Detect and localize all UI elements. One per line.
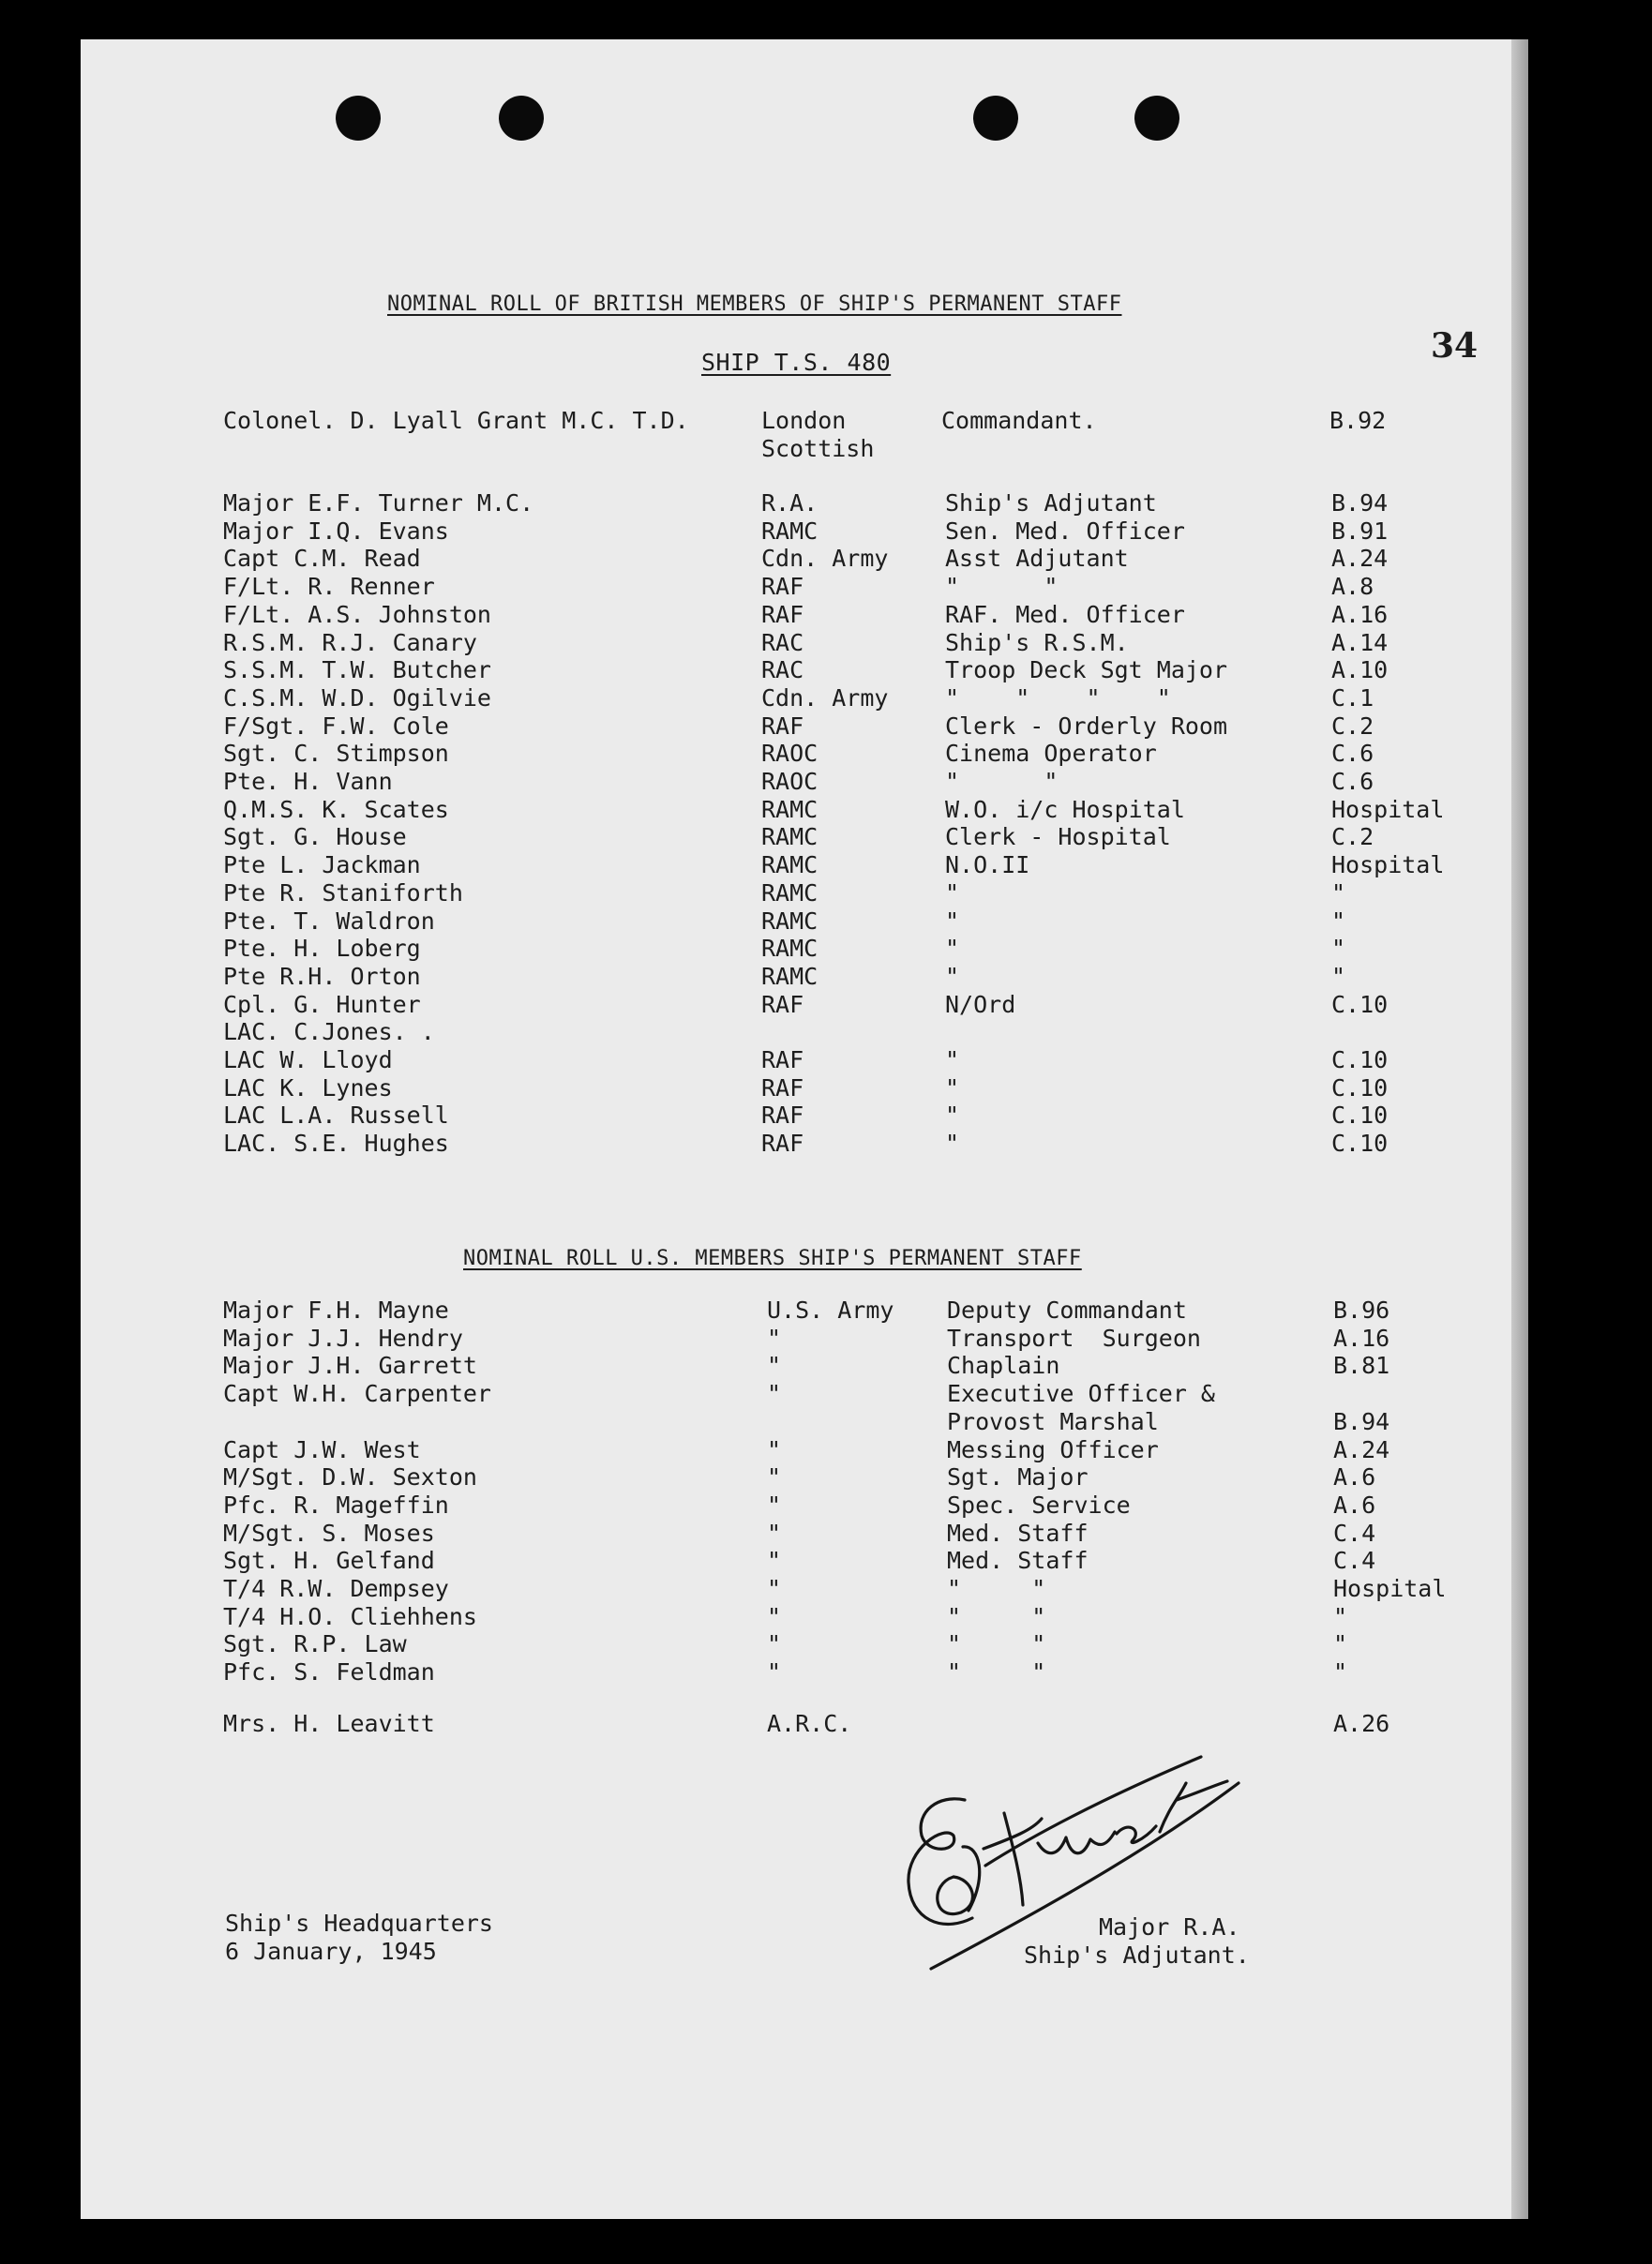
- roll-appointment-cell: ": [945, 878, 960, 907]
- roll-appointment-cell: Troop Deck Sgt Major: [945, 656, 1228, 684]
- roll-appointment-cell: ": [945, 1046, 960, 1073]
- punch-hole: [336, 96, 381, 141]
- roll-name-cell: Major F.H. Mayne: [223, 1297, 449, 1324]
- us-roll-heading: NOMINAL ROLL U.S. MEMBERS SHIP'S PERMANENT STAFF: [463, 1247, 1082, 1270]
- roll-cabin-cell: ": [1333, 1630, 1348, 1658]
- roll-cabin-cell: B.94: [1333, 1407, 1390, 1435]
- roll-unit-cell: RAMC: [761, 851, 818, 879]
- roll-appointment-cell: ": [945, 1102, 960, 1130]
- roll-name-cell: LAC. C.Jones. .: [223, 1018, 435, 1046]
- roll-cabin-cell: Hospital: [1333, 1575, 1447, 1602]
- roll-unit-cell: Cdn. Army: [761, 545, 889, 573]
- roll-unit-cell: ": [767, 1547, 782, 1575]
- roll-appointment-cell: " ": [945, 768, 1059, 795]
- roll-cabin-cell: B.96: [1333, 1297, 1390, 1324]
- roll-name-cell: Sgt. C. Stimpson: [223, 740, 449, 768]
- roll-cabin-cell: ": [1331, 935, 1346, 963]
- roll-unit-cell: RAF: [761, 1130, 804, 1158]
- roll-unit-cell: RAMC: [761, 517, 818, 545]
- roll-appointment-cell: N.O.II: [945, 851, 1030, 879]
- roll-cabin-cell: Hospital: [1331, 795, 1445, 823]
- roll-appointment-cell: W.O. i/c Hospital: [945, 795, 1185, 823]
- roll-cabin-cell: A.24: [1333, 1435, 1390, 1463]
- roll-unit-cell: ": [767, 1435, 782, 1463]
- roll-cabin-cell: ": [1331, 907, 1346, 935]
- roll-name-cell: LAC K. Lynes: [223, 1073, 393, 1102]
- roll-name-cell: F/Lt. R. Renner: [223, 573, 435, 601]
- footer-date: 6 January, 1945: [225, 1938, 437, 1965]
- roll-cabin-cell: A.14: [1331, 628, 1389, 656]
- roll-unit-cell: RAF: [761, 600, 804, 628]
- roll-cabin-cell: C.10: [1331, 1102, 1389, 1130]
- roll-unit-cell: R.A.: [761, 489, 818, 517]
- roll-cabin-cell: A.24: [1331, 545, 1389, 573]
- punch-hole: [1134, 96, 1179, 141]
- roll-name-cell: M/Sgt. D.W. Sexton: [223, 1463, 477, 1492]
- roll-name-cell: S.S.M. T.W. Butcher: [223, 656, 491, 684]
- roll-appointment-cell: Provost Marshal: [947, 1407, 1159, 1435]
- roll-unit-cell: RAMC: [761, 962, 818, 990]
- roll-appointment-cell: Asst Adjutant: [945, 545, 1129, 573]
- roll-name-cell: Pte. H. Vann: [223, 768, 393, 795]
- roll-cabin-cell: C.2: [1331, 712, 1374, 740]
- roll-cabin-cell: C.6: [1331, 740, 1374, 768]
- roll-cabin-cell: C.10: [1331, 1130, 1389, 1158]
- roll-unit-cell: RAMC: [761, 907, 818, 935]
- roll-appointment-cell: Cinema Operator: [945, 740, 1157, 768]
- ship-designation: SHIP T.S. 480: [701, 349, 892, 376]
- roll-unit-cell: RAF: [761, 990, 804, 1018]
- roll-unit-cell: ": [767, 1491, 782, 1519]
- roll-unit-cell: Cdn. Army: [761, 683, 889, 712]
- roll-name-cell: C.S.M. W.D. Ogilvie: [223, 683, 491, 712]
- extra-cabin: A.26: [1333, 1710, 1390, 1737]
- roll-unit-cell: RAF: [761, 712, 804, 740]
- roll-name-cell: T/4 R.W. Dempsey: [223, 1575, 449, 1602]
- extra-name: Mrs. H. Leavitt: [223, 1710, 435, 1737]
- roll-appointment-cell: Ship's Adjutant: [945, 489, 1157, 517]
- roll-name-cell: Q.M.S. K. Scates: [223, 795, 449, 823]
- roll-cabin-cell: C.10: [1331, 1046, 1389, 1073]
- roll-unit-cell: U.S. Army: [767, 1297, 894, 1324]
- roll-name-cell: Pfc. S. Feldman: [223, 1658, 435, 1687]
- roll-cabin-cell: ": [1331, 878, 1346, 907]
- roll-cabin-cell: A.6: [1333, 1463, 1376, 1492]
- roll-appointment-cell: Chaplain: [947, 1352, 1060, 1380]
- roll-unit-cell: ": [767, 1324, 782, 1352]
- punch-hole: [973, 96, 1018, 141]
- roll-name-cell: LAC W. Lloyd: [223, 1046, 393, 1073]
- roll-appointment-cell: ": [945, 1073, 960, 1102]
- roll-name-cell: Capt W.H. Carpenter: [223, 1380, 491, 1408]
- roll-appointment-cell: Transport Surgeon: [947, 1324, 1201, 1352]
- roll-unit-cell: ": [767, 1519, 782, 1547]
- roll-cabin-cell: C.4: [1333, 1547, 1376, 1575]
- roll-unit-cell: RAMC: [761, 823, 818, 851]
- roll-appointment-cell: N/Ord: [945, 990, 1016, 1018]
- roll-name-cell: F/Sgt. F.W. Cole: [223, 712, 449, 740]
- roll-unit-cell: RAOC: [761, 768, 818, 795]
- roll-name-cell: Sgt. H. Gelfand: [223, 1547, 435, 1575]
- roll-name-cell: Major I.Q. Evans: [223, 517, 449, 545]
- roll-unit-cell: ": [767, 1630, 782, 1658]
- roll-cabin-cell: C.1: [1331, 683, 1374, 712]
- roll-cabin-cell: B.94: [1331, 489, 1389, 517]
- roll-unit-cell: RAMC: [761, 795, 818, 823]
- roll-cabin-cell: A.10: [1331, 656, 1389, 684]
- roll-cabin-cell: C.6: [1331, 768, 1374, 795]
- roll-appointment-cell: Messing Officer: [947, 1435, 1159, 1463]
- document-page: [81, 39, 1528, 2219]
- signer-rank: Major R.A.: [1099, 1913, 1240, 1941]
- roll-cabin-cell: C.10: [1331, 1073, 1389, 1102]
- roll-cabin-cell: ": [1333, 1658, 1348, 1687]
- roll-appointment-cell: Ship's R.S.M.: [945, 628, 1129, 656]
- roll-name-cell: Cpl. G. Hunter: [223, 990, 421, 1018]
- roll-unit-cell: RAF: [761, 573, 804, 601]
- roll-appointment-cell: Deputy Commandant: [947, 1297, 1187, 1324]
- roll-appointment-cell: Sen. Med. Officer: [945, 517, 1185, 545]
- roll-name-cell: Sgt. G. House: [223, 823, 407, 851]
- roll-appointment-cell: " ": [947, 1630, 1046, 1658]
- roll-name-cell: Pte. H. Loberg: [223, 935, 421, 963]
- roll-appointment-cell: Med. Staff: [947, 1547, 1089, 1575]
- roll-unit-cell: RAF: [761, 1102, 804, 1130]
- roll-cabin-cell: A.16: [1331, 600, 1389, 628]
- roll-cabin-cell: A.6: [1333, 1491, 1376, 1519]
- commandant-name: Colonel. D. Lyall Grant M.C. T.D.: [223, 407, 689, 434]
- roll-appointment-cell: " ": [945, 573, 1059, 601]
- roll-unit-cell: RAMC: [761, 935, 818, 963]
- page-edge-shadow: [1511, 39, 1528, 2219]
- roll-unit-cell: RAC: [761, 628, 804, 656]
- roll-appointment-cell: Spec. Service: [947, 1491, 1131, 1519]
- roll-cabin-cell: ": [1333, 1602, 1348, 1630]
- roll-name-cell: F/Lt. A.S. Johnston: [223, 600, 491, 628]
- roll-cabin-cell: ": [1331, 962, 1346, 990]
- footer-location: Ship's Headquarters: [225, 1910, 493, 1937]
- roll-name-cell: Major E.F. Turner M.C.: [223, 489, 534, 517]
- roll-unit-cell: ": [767, 1575, 782, 1602]
- roll-name-cell: Capt C.M. Read: [223, 545, 421, 573]
- roll-unit-cell: ": [767, 1463, 782, 1492]
- roll-appointment-cell: ": [945, 935, 960, 963]
- roll-name-cell: Pte. T. Waldron: [223, 907, 435, 935]
- roll-appointment-cell: Med. Staff: [947, 1519, 1089, 1547]
- roll-cabin-cell: B.91: [1331, 517, 1389, 545]
- roll-cabin-cell: B.81: [1333, 1352, 1390, 1380]
- roll-name-cell: Pte L. Jackman: [223, 851, 421, 879]
- roll-cabin-cell: A.8: [1331, 573, 1374, 601]
- roll-name-cell: LAC. S.E. Hughes: [223, 1130, 449, 1158]
- roll-cabin-cell: C.10: [1331, 990, 1389, 1018]
- commandant-appointment: Commandant.: [941, 407, 1097, 434]
- signer-title: Ship's Adjutant.: [1024, 1942, 1250, 1969]
- roll-appointment-cell: Sgt. Major: [947, 1463, 1089, 1492]
- roll-cabin-cell: A.16: [1333, 1324, 1390, 1352]
- roll-name-cell: Major J.J. Hendry: [223, 1324, 463, 1352]
- roll-unit-cell: ": [767, 1658, 782, 1687]
- roll-appointment-cell: ": [945, 907, 960, 935]
- roll-unit-cell: RAOC: [761, 740, 818, 768]
- roll-cabin-cell: Hospital: [1331, 851, 1445, 879]
- roll-appointment-cell: " ": [947, 1602, 1046, 1630]
- roll-appointment-cell: Clerk - Hospital: [945, 823, 1171, 851]
- roll-name-cell: Major J.H. Garrett: [223, 1352, 477, 1380]
- handwritten-signature: [882, 1746, 1351, 1999]
- roll-appointment-cell: RAF. Med. Officer: [945, 600, 1185, 628]
- extra-unit: A.R.C.: [767, 1710, 852, 1737]
- page-number: 34: [1431, 326, 1479, 366]
- roll-unit-cell: RAC: [761, 656, 804, 684]
- roll-unit-cell: RAF: [761, 1046, 804, 1073]
- roll-unit-cell: ": [767, 1602, 782, 1630]
- roll-appointment-cell: Executive Officer &: [947, 1380, 1215, 1408]
- roll-unit-cell: RAF: [761, 1073, 804, 1102]
- roll-name-cell: Pte R. Staniforth: [223, 878, 463, 907]
- roll-unit-cell: RAMC: [761, 878, 818, 907]
- roll-appointment-cell: " " " ": [945, 683, 1171, 712]
- roll-appointment-cell: Clerk - Orderly Room: [945, 712, 1228, 740]
- roll-appointment-cell: ": [945, 1130, 960, 1158]
- roll-name-cell: M/Sgt. S. Moses: [223, 1519, 435, 1547]
- roll-cabin-cell: C.2: [1331, 823, 1374, 851]
- british-roll-heading: NOMINAL ROLL OF BRITISH MEMBERS OF SHIP'S PERMANENT STAFF: [387, 292, 1122, 316]
- roll-name-cell: R.S.M. R.J. Canary: [223, 628, 477, 656]
- roll-name-cell: LAC L.A. Russell: [223, 1102, 449, 1130]
- commandant-unit: London Scottish: [761, 407, 875, 462]
- roll-name-cell: Pfc. R. Mageffin: [223, 1491, 449, 1519]
- roll-name-cell: T/4 H.O. Cliehhens: [223, 1602, 477, 1630]
- roll-appointment-cell: ": [945, 962, 960, 990]
- roll-unit-cell: ": [767, 1380, 782, 1408]
- roll-name-cell: Sgt. R.P. Law: [223, 1630, 407, 1658]
- roll-name-cell: Capt J.W. West: [223, 1435, 421, 1463]
- roll-name-cell: Pte R.H. Orton: [223, 962, 421, 990]
- punch-hole: [499, 96, 544, 141]
- roll-unit-cell: ": [767, 1352, 782, 1380]
- roll-cabin-cell: C.4: [1333, 1519, 1376, 1547]
- commandant-cabin: B.92: [1329, 407, 1387, 434]
- roll-appointment-cell: " ": [947, 1575, 1046, 1602]
- roll-appointment-cell: " ": [947, 1658, 1046, 1687]
